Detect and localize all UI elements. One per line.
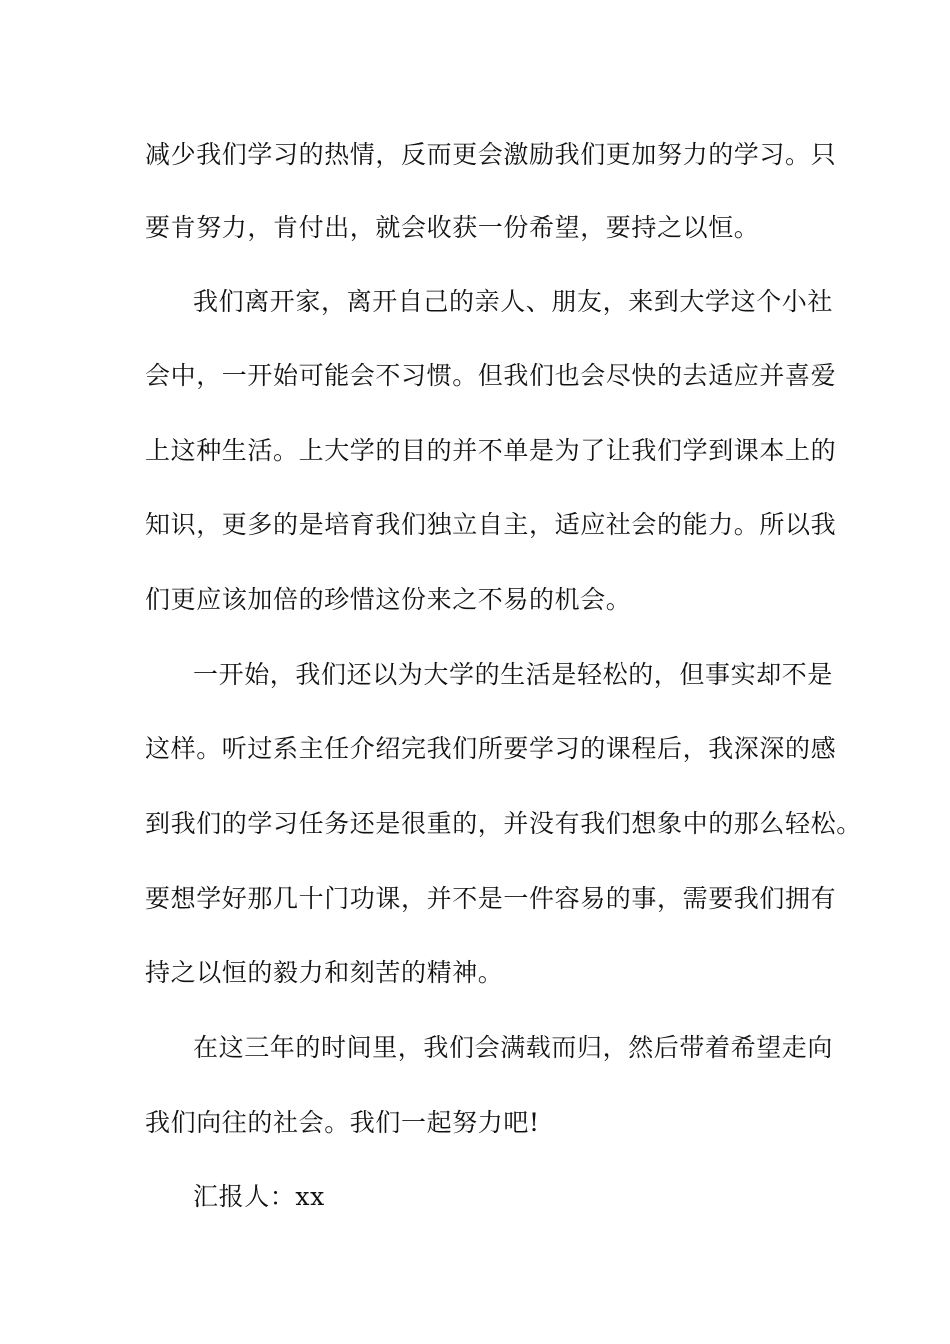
- text-line: 要想学好那几十门功课，并不是一件容易的事，需要我们拥有: [145, 884, 837, 913]
- paragraph-start-line: 在这三年的时间里，我们会满载而归，然后带着希望走向: [193, 1033, 834, 1062]
- text-line: 们更应该加倍的珍惜这份来之不易的机会。: [145, 585, 632, 614]
- text-line: 这样。听过系主任介绍完我们所要学习的课程后，我深深的感: [145, 734, 837, 763]
- reporter-signature: 汇报人：xx: [193, 1182, 325, 1211]
- paragraph-start-line: 一开始，我们还以为大学的生活是轻松的，但事实却不是: [193, 660, 834, 689]
- text-line: 上这种生活。上大学的目的并不单是为了让我们学到课本上的: [145, 436, 837, 465]
- text-line: 会中，一开始可能会不习惯。但我们也会尽快的去适应并喜爱: [145, 361, 837, 390]
- paragraph-start-line: 我们离开家，离开自己的亲人、朋友，来到大学这个小社: [193, 287, 834, 316]
- text-line: 知识，更多的是培育我们独立自主，适应社会的能力。所以我: [145, 510, 837, 539]
- text-line: 我们向往的社会。我们一起努力吧!: [145, 1108, 540, 1137]
- text-line: 要肯努力，肯付出，就会收获一份希望，要持之以恒。: [145, 213, 760, 242]
- text-line: 减少我们学习的热情，反而更会激励我们更加努力的学习。只: [145, 140, 837, 169]
- text-line: 到我们的学习任务还是很重的，并没有我们想象中的那么轻松。: [145, 809, 862, 838]
- text-line: 持之以恒的毅力和刻苦的精神。: [145, 958, 504, 987]
